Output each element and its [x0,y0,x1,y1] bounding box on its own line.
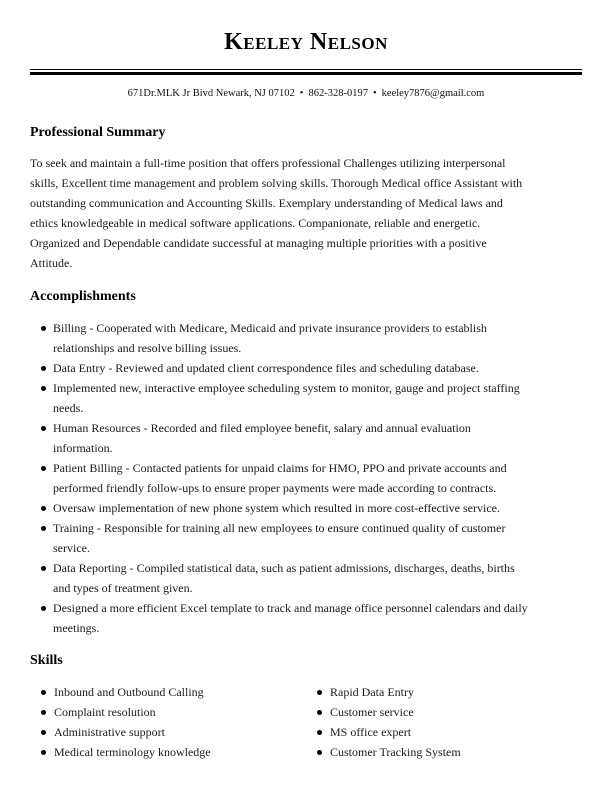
skill-text: Customer Tracking System [330,745,461,759]
skill-text: Administrative support [54,725,165,739]
bullet-icon [317,730,322,735]
skill-text: Complaint resolution [54,705,156,719]
list-item [0,598,612,638]
section-title-skills: Skills [30,653,63,668]
header-rule-thick [30,72,582,75]
list-item-text: Data Reporting - Compiled statistical data, such as patient admissions, discharges, deaths, births [53,561,515,575]
section-title-summary: Professional Summary [30,125,166,140]
list-item [0,498,612,518]
candidate-name: Keeley Nelson [224,29,388,55]
bullet-icon [41,730,46,735]
summary-line: Organized and Dependable candidate successful at managing multiple priorities with a positive [30,236,487,250]
skill-text: MS office expert [330,725,412,739]
skills-list-left [41,682,211,762]
list-item [0,458,612,498]
bullet-icon [317,690,322,695]
list-item-text: Training - Responsible for training all new employees to ensure continued quality of customer [53,521,506,535]
list-item [0,358,612,378]
header-rule-thin [30,69,582,70]
list-item-text: meetings. [53,621,100,635]
list-item-text: service. [53,541,90,555]
contact-phone: 862-328-0197 [308,88,368,99]
list-item [41,702,211,722]
bullet-icon [41,710,46,715]
list-item-text: Data Entry - Reviewed and updated client correspondence files and scheduling database. [53,361,479,375]
list-item-text: Human Resources - Recorded and filed employee benefit, salary and annual evaluation [53,421,471,435]
list-item-text: Oversaw implementation of new phone system which resulted in more cost-effective service. [53,501,500,515]
list-item [41,742,211,762]
section-title-accomplishments: Accomplishments [30,289,136,304]
separator-icon: • [299,88,304,99]
list-item [0,318,612,358]
list-item [41,682,211,702]
list-item [317,722,461,742]
summary-line: To seek and maintain a full-time position that offers professional Challenges utilizing interpersonal [30,156,506,170]
list-item-text: performed friendly follow-ups to ensure proper payments were made according to contracts. [53,481,497,495]
list-item [41,722,211,742]
summary-line: skills, Excellent time management and problem solving skills. Thorough Medical office Assistant with [30,176,523,190]
accomplishments-list [0,318,612,638]
summary-line: ethics knowledgeable in medical software applications. Companionate, reliable and energetic. [30,216,481,230]
bullet-icon [41,526,46,531]
bullet-icon [41,366,46,371]
skill-text: Customer service [330,705,414,719]
contact-address: 671Dr.MLK Jr Bivd Newark, NJ 07102 [127,88,295,99]
bullet-icon [41,506,46,511]
list-item-text: information. [53,441,113,455]
list-item-text: and types of treatment given. [53,581,193,595]
bullet-icon [317,710,322,715]
list-item-text: Designed a more efficient Excel template to track and manage office personnel calendars and daily [53,601,528,615]
bullet-icon [41,606,46,611]
list-item [0,378,612,418]
bullet-icon [41,566,46,571]
list-item-text: Implemented new, interactive employee scheduling system to monitor, gauge and project staffing [53,381,520,395]
bullet-icon [41,386,46,391]
list-item [317,682,461,702]
list-item-text: relationships and resolve billing issues. [53,341,242,355]
bullet-icon [41,690,46,695]
list-item [0,558,612,598]
list-item-text: Patient Billing - Contacted patients for unpaid claims for HMO, PPO and private accounts and [53,461,507,475]
bullet-icon [41,466,46,471]
contact-line [0,87,612,101]
summary-line: outstanding communication and Accounting Skills. Exemplary understanding of Medical laws and [30,196,503,210]
list-item-text: needs. [53,401,84,415]
list-item [317,702,461,722]
summary-paragraph [30,153,582,273]
list-item [0,518,612,558]
bullet-icon [317,750,322,755]
list-item-text: Billing - Cooperated with Medicare, Medicaid and private insurance providers to establish [53,321,487,335]
bullet-icon [41,426,46,431]
contact-email: keeley7876@gmail.com [381,88,485,99]
summary-line: Attitude. [30,256,73,270]
bullet-icon [41,750,46,755]
skill-text: Medical terminology knowledge [54,745,211,759]
skill-text: Inbound and Outbound Calling [54,685,204,699]
skill-text: Rapid Data Entry [330,685,414,699]
list-item [317,742,461,762]
skills-list-right [317,682,461,762]
bullet-icon [41,326,46,331]
list-item [0,418,612,458]
separator-icon: • [372,88,377,99]
